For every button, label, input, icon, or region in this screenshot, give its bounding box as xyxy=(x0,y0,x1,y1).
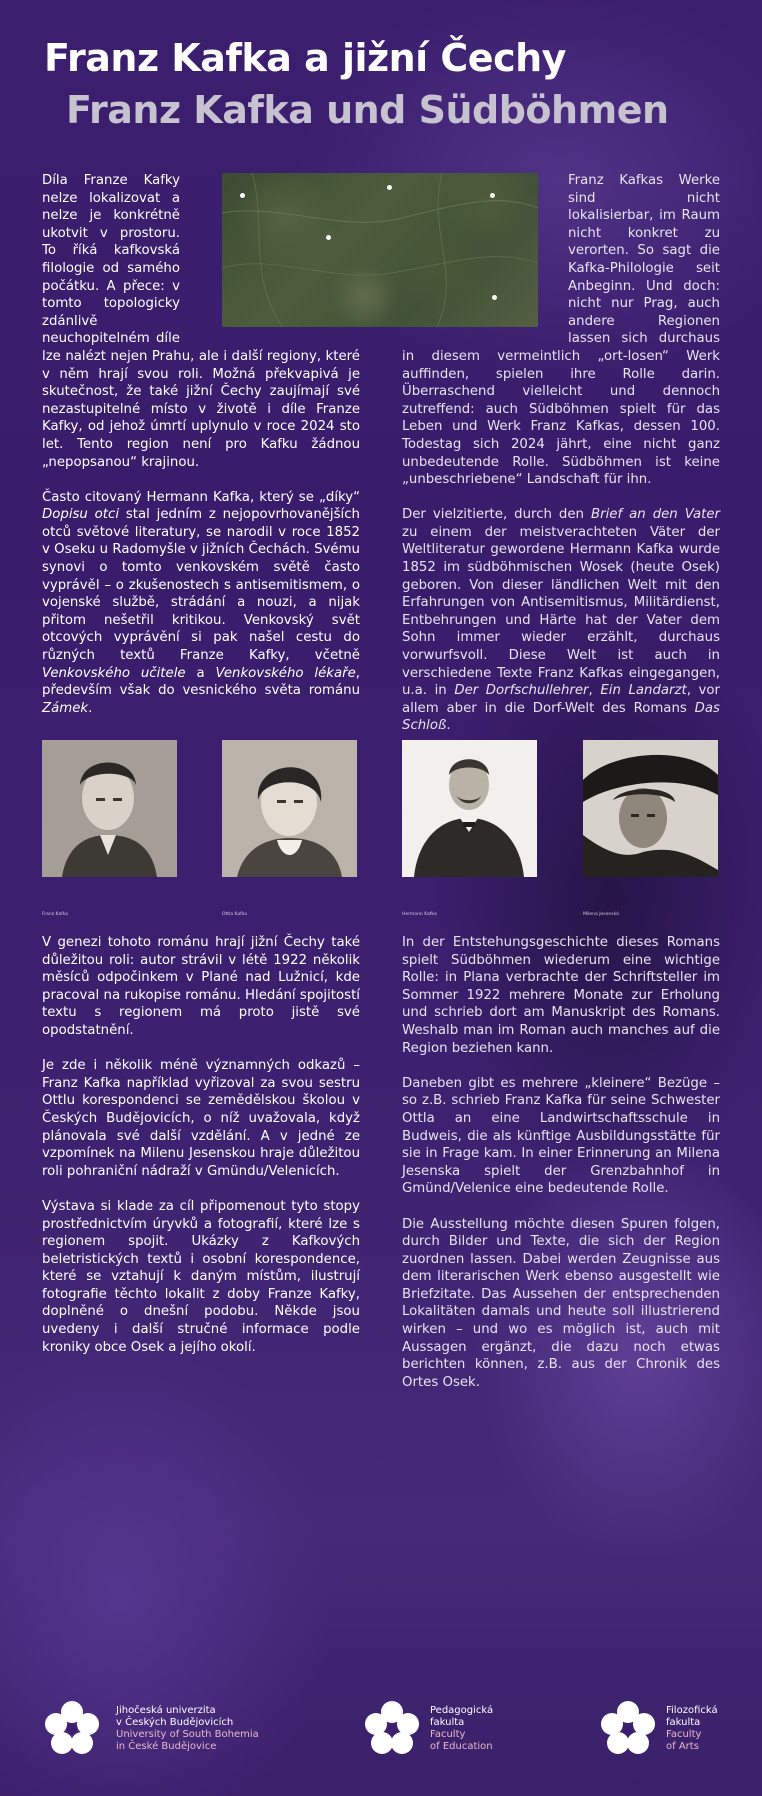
university-label: Jihočeská univerzita v Českých Budějovicích University of South Bohemia in České Budějovice xyxy=(116,1705,259,1752)
de-paragraph-3: In der Entstehungsgeschichte dieses Romans spielt Südböhmen wiederum eine wichtige Rolle: in Plana verbrachte der Schriftsteller im Sommer 1922 mehrere Monate zur Erholung und schrieb dort am Manuskript des Romans. Weshalb man im Roman auch manches auf die Region beziehen kann. xyxy=(402,935,720,1056)
caption-ottla-kafka: Ottla Kafka xyxy=(222,912,248,917)
education-flower-icon xyxy=(364,1700,420,1756)
title-german: Franz Kafka und Südböhmen xyxy=(66,88,669,132)
education-label: Pedagogická fakulta Faculty of Education xyxy=(430,1705,494,1752)
caption-milena-jesenska: Milena Jesenská xyxy=(583,912,619,917)
map-spacer xyxy=(402,172,560,330)
arts-flower-icon xyxy=(600,1700,656,1756)
logo-faculty-of-arts xyxy=(600,1700,740,1756)
cz-paragraph-5: Výstava si klade za cíl připomenout tyto stopy prostřednictvím úryvků a fotografií, které lze s regionem spojit. Ukázky z Kafkových beletristických textů i osobní korespondence, které se vztahují k daným místům, ilustrují fotografie těchto lokalit z doby Franze Kafky, doplněné o dnešní podobu. Někde jsou uvedeny i další stručné informace podle kroniky obce Osek a jejího okolí. xyxy=(42,1198,360,1355)
czech-text-bottom xyxy=(42,934,360,1374)
title-czech: Franz Kafka a jižní Čechy xyxy=(44,36,566,80)
caption-hermann-kafka: Hermann Kafka xyxy=(402,912,437,917)
german-text-top xyxy=(402,172,720,753)
photo-milena-jesenska xyxy=(583,740,718,877)
german-text-bottom xyxy=(402,934,720,1409)
university-flower-icon xyxy=(44,1700,100,1756)
de-paragraph-5: Die Ausstellung möchte diesen Spuren folgen, durch Bilder und Texte, die sich der Region zuordnen lassen. Dabei werden Zeugnisse aus dem literarischen Werk ebenso ausgestellt wie Briefzitate. Das Aussehen der entsprechenden Lokalitäten damals und heute soll illustrierend wirken – und wo es möglich ist, auch mit Aussagen ergänzt, die dazu noch etwas berichten können, z.B. aus der Chronik des Ortes Osek. xyxy=(402,1216,720,1390)
arts-label: Filozofická fakulta Faculty of Arts xyxy=(666,1705,718,1752)
czech-text-top xyxy=(42,172,360,735)
photo-ottla-kafka xyxy=(222,740,357,877)
cz-paragraph-1: Díla Franze Kafky nelze lokalizovat a nelze je konkrétně ukotvit v prostoru. To říká kafkovská filologie od samého počátku. A přece: v tomto topologicky zdánlivě neuchopitelném díle lze nalézt nejen Prahu, ale i další regiony, které v něm hrají svou roli. Možná překvapivá je skutečnost, že také jižní Čechy zaujímají své nezastupitelné místo v životě i díle Franze Kafky, od jehož úmrtí uplynulo v roce 2024 sto let. Tento region není pro Kafku žádnou „nepopsanou“ krajinou. xyxy=(42,173,360,470)
cz-paragraph-3: V genezi tohoto románu hrají jižní Čechy také důležitou roli: autor strávil v létě 1922 několik měsíců odpočinkem v Plané nad Lužnicí, kde pracoval na rukopise románu. Hledání spojitostí textu s regionem má proto jistě své opodstatnění. xyxy=(42,935,360,1038)
cz-paragraph-2: Často citovaný Hermann Kafka, který se „díky“ Dopisu otci stal jedním z nejopovrhovanějších otců světové literatury, se narodil v roce 1852 v Oseku u Radomyšle v jižních Čechách. Svému synovi o tomto venkovském světě často vyprávěl – o zkušenostech s antisemitismem, o vojenské službě, strádání a nouzi, a nijak přitom nešetřil kritikou. Venkovský svět otcových vyprávění si pak našel cestu do různých textů Franze Kafky, včetně Venkovského učitele a Venkovského lékaře, především však do vesnického světa románu Zámek. xyxy=(42,489,361,716)
map-marker xyxy=(387,185,392,190)
logo-faculty-of-education xyxy=(364,1700,514,1756)
photo-hermann-kafka xyxy=(402,740,537,877)
photo-franz-kafka xyxy=(42,740,177,877)
de-paragraph-4: Daneben gibt es mehrere „kleinere“ Bezüge – so z.B. schrieb Franz Kafka für seine Schwester Ottla an eine Landwirtschaftsschule in Budweis, die als künftige Ausbildungsstätte für sie in Frage kam. In einer Erinnerung an Milena Jesenska spielt der Grenzbahnhof in Gmünd/Velenice eine bedeutende Rolle. xyxy=(402,1075,720,1197)
logo-university xyxy=(44,1700,274,1756)
map-spacer xyxy=(188,172,360,330)
caption-franz-kafka: Franz Kafka xyxy=(42,912,69,917)
de-paragraph-1: Franz Kafkas Werke sind nicht lokalisierbar, im Raum nicht konkret zu verorten. So sagt die Kafka-Philologie seit Anbeginn. Und doch: nicht nur Prag, auch andere Regionen lassen sich durchaus in diesem vermeintlich „ort-losen“ Werk auffinden, spielen ihre Rolle darin. Überraschend vielleicht und dennoch zutreffend: auch Südböhmen spielt für das Leben und Werk Franz Kafkas, dessen 100. Todestag sich 2024 jährt, eine nicht ganz unbedeutende Rolle. Südböhmen ist keine „unbeschriebene“ Landschaft für ihn. xyxy=(402,173,720,488)
de-paragraph-2: Der vielzitierte, durch den Brief an den Vater zu einem der meistverachteten Väter der Weltliteratur gewordene Hermann Kafka wurde 1852 im südböhmischen Wosek (heute Osek) geboren. Von dieser ländlichen Welt mit den Erfahrungen von Antisemitismus, Militärdienst, Entbehrungen und Härte hat der Vater dem Sohn immer wieder erzählt, durchaus vorwurfsvoll. Diese Welt ist auch in verschiedene Texte Franz Kafkas eingegangen, u.a. in Der Dorfschullehrer, Ein Landarzt, vor allem aber in die Dorf-Welt des Romans Das Schloß. xyxy=(402,507,720,734)
cz-paragraph-4: Je zde i několik méně významných odkazů – Franz Kafka například vyřizoval za svou sestru Ottlu korespondenci se zemědělskou školou v Českých Budějovicích, o níž uvažovala, když plánovala své další vzdělání. A v jedné ze vzpomínek na Milenu Jesenskou hraje důležitou roli pohraniční nádraží v Gmündu/Velenicích. xyxy=(42,1058,360,1179)
